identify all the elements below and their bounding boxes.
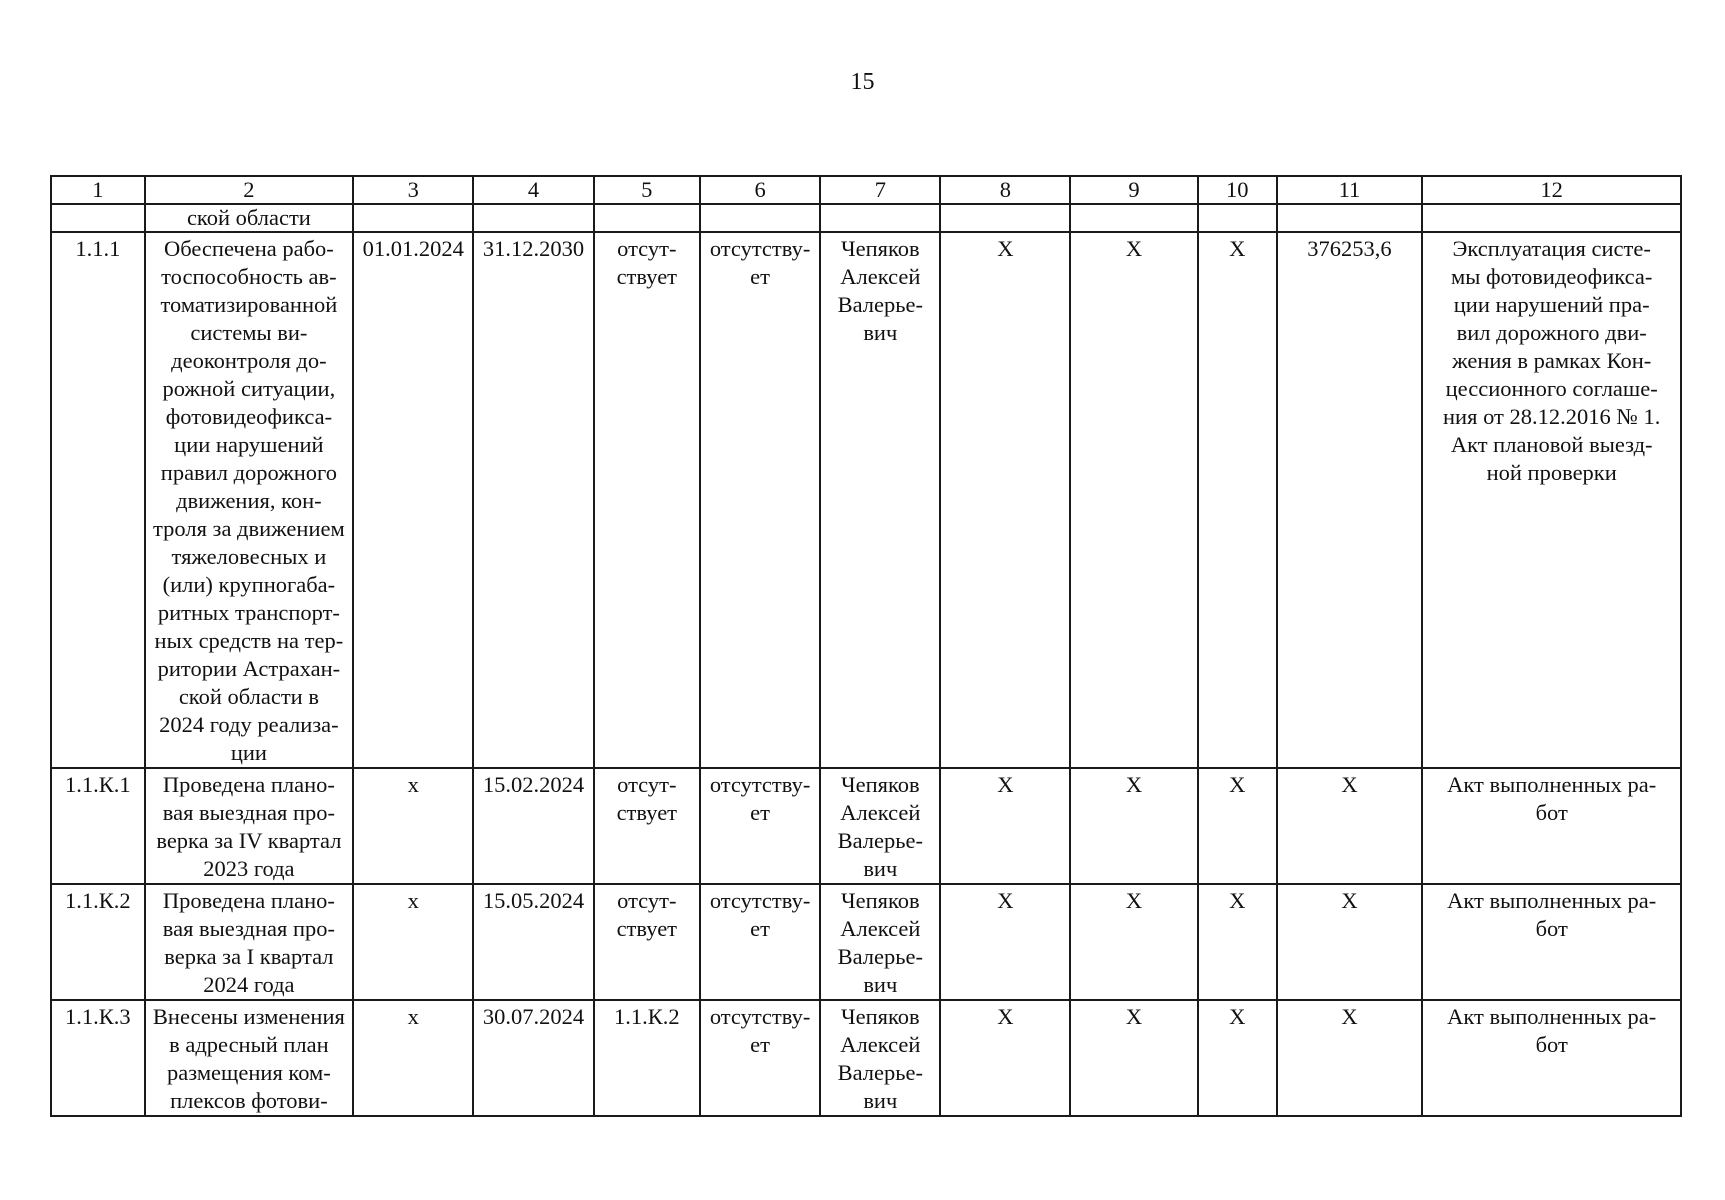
row-col10 bbox=[1198, 1000, 1277, 1116]
row-col8 bbox=[940, 884, 1070, 1000]
row-successor-text: отсутству- ет bbox=[709, 888, 811, 941]
row-end-date bbox=[473, 768, 593, 884]
row-col9 bbox=[1070, 768, 1198, 884]
row-description-text: Обеспечена рабо- тоспособность ав- томатизированной системы ви- деоконтроля до- рожной ситуации, фотовидеофикса- ции нарушений правил дорожного движения, кон- троля за движением тяжеловесных и (или) крупногаба- ритных транспорт- ных средств на тер- ритории Астрахан- ской области в 2024 году реализа- ции bbox=[153, 236, 345, 765]
row-successor-text: отсутству- ет bbox=[709, 772, 811, 825]
row-col8-text: X bbox=[997, 236, 1014, 261]
row-start-date-text: x bbox=[407, 888, 419, 913]
continued-text-row bbox=[51, 204, 1681, 232]
row-description bbox=[145, 1000, 354, 1116]
row-responsible-text: Чепяков Алексей Валерье- вич bbox=[837, 1004, 924, 1113]
row-result-text: Акт выполненных ра- бот bbox=[1447, 1004, 1657, 1057]
row-col11 bbox=[1277, 1000, 1423, 1116]
row-col9 bbox=[1070, 232, 1198, 768]
row-start-date-text: x bbox=[407, 1004, 419, 1029]
row-end-date bbox=[473, 232, 593, 768]
row-col8-text: X bbox=[997, 772, 1014, 797]
row-description bbox=[145, 768, 354, 884]
table-cell bbox=[51, 204, 145, 232]
row-successor-text: отсутству- ет bbox=[709, 1004, 811, 1057]
plan-table bbox=[50, 175, 1682, 1117]
row-col11-text: X bbox=[1341, 772, 1358, 797]
table-cell bbox=[1277, 204, 1423, 232]
row-predecessor bbox=[594, 232, 700, 768]
row-col8-text: X bbox=[997, 888, 1014, 913]
row-predecessor-text: отсут- ствует bbox=[616, 236, 678, 289]
row-col8 bbox=[940, 1000, 1070, 1116]
row-result bbox=[1422, 884, 1681, 1000]
row-col9-text: X bbox=[1125, 236, 1143, 261]
row-successor bbox=[700, 884, 820, 1000]
row-id bbox=[51, 768, 145, 884]
row-col9 bbox=[1070, 1000, 1198, 1116]
column-header: 10 bbox=[1198, 176, 1277, 204]
table-row bbox=[51, 1000, 1681, 1116]
row-responsible bbox=[820, 768, 940, 884]
column-header: 6 bbox=[700, 176, 820, 204]
row-col9-text: X bbox=[1125, 1004, 1143, 1029]
table-cell bbox=[353, 204, 473, 232]
row-col9-text: X bbox=[1125, 888, 1143, 913]
column-header: 11 bbox=[1277, 176, 1423, 204]
table-cell bbox=[1198, 204, 1277, 232]
row-description-text: Проведена плано- вая выездная про- верка за IV квартал 2023 года bbox=[156, 772, 342, 881]
row-result bbox=[1422, 232, 1681, 768]
row-result-text: Акт выполненных ра- бот bbox=[1447, 888, 1657, 941]
row-result bbox=[1422, 1000, 1681, 1116]
column-number-row bbox=[51, 176, 1681, 204]
page-number: 15 bbox=[850, 69, 875, 95]
row-description-text: Внесены изменения в адресный план размещения ком- плексов фотови- bbox=[152, 1004, 345, 1113]
row-col10-text: X bbox=[1229, 888, 1246, 913]
row-end-date bbox=[473, 1000, 593, 1116]
row-description bbox=[145, 232, 354, 768]
row-id bbox=[51, 1000, 145, 1116]
table-cell bbox=[940, 204, 1070, 232]
row-responsible-text: Чепяков Алексей Валерье- вич bbox=[837, 236, 924, 345]
column-header: 8 bbox=[940, 176, 1070, 204]
row-start-date bbox=[353, 884, 473, 1000]
table-row bbox=[51, 884, 1681, 1000]
row-result-text: Акт выполненных ра- бот bbox=[1447, 772, 1657, 825]
row-successor-text: отсутству- ет bbox=[709, 236, 811, 289]
row-col10 bbox=[1198, 884, 1277, 1000]
row-col11 bbox=[1277, 768, 1423, 884]
row-end-date-text: 30.07.2024 bbox=[482, 1004, 585, 1029]
table-cell bbox=[820, 204, 940, 232]
row-result bbox=[1422, 768, 1681, 884]
row-responsible bbox=[820, 884, 940, 1000]
row-start-date bbox=[353, 1000, 473, 1116]
row-id bbox=[51, 884, 145, 1000]
row-responsible bbox=[820, 1000, 940, 1116]
row-id-text: 1.1.К.1 bbox=[64, 772, 131, 797]
table-cell bbox=[594, 204, 700, 232]
row-col10 bbox=[1198, 768, 1277, 884]
row-predecessor bbox=[594, 768, 700, 884]
column-header: 7 bbox=[820, 176, 940, 204]
row-start-date-text: x bbox=[407, 772, 419, 797]
row-col10-text: X bbox=[1229, 772, 1246, 797]
row-end-date-text: 15.02.2024 bbox=[482, 772, 585, 797]
row-end-date-text: 31.12.2030 bbox=[482, 236, 585, 261]
row-description bbox=[145, 884, 354, 1000]
table-cell bbox=[700, 204, 820, 232]
table-cell bbox=[473, 204, 593, 232]
column-header: 9 bbox=[1070, 176, 1198, 204]
row-predecessor-text: 1.1.К.2 bbox=[613, 1004, 680, 1029]
row-id-text: 1.1.К.3 bbox=[64, 1004, 131, 1029]
row-col11 bbox=[1277, 232, 1423, 768]
column-header: 1 bbox=[51, 176, 145, 204]
row-responsible-text: Чепяков Алексей Валерье- вич bbox=[837, 772, 924, 881]
row-col11-text: X bbox=[1341, 888, 1358, 913]
row-col8 bbox=[940, 768, 1070, 884]
row-successor bbox=[700, 1000, 820, 1116]
row-id-text: 1.1.1 bbox=[75, 236, 121, 261]
table-cell bbox=[1422, 204, 1681, 232]
table-row bbox=[51, 232, 1681, 768]
table-row bbox=[51, 768, 1681, 884]
row-responsible bbox=[820, 232, 940, 768]
row-col10-text: X bbox=[1229, 236, 1246, 261]
row-predecessor bbox=[594, 1000, 700, 1116]
row-col8 bbox=[940, 232, 1070, 768]
column-header: 2 bbox=[145, 176, 354, 204]
row-end-date-text: 15.05.2024 bbox=[482, 888, 585, 913]
row-col10 bbox=[1198, 232, 1277, 768]
table-cell bbox=[145, 204, 354, 232]
row-col8-text: X bbox=[997, 1004, 1014, 1029]
column-header: 5 bbox=[594, 176, 700, 204]
row-col10-text: X bbox=[1229, 1004, 1246, 1029]
row-predecessor bbox=[594, 884, 700, 1000]
row-description-text: Проведена плано- вая выездная про- верка за I квартал 2024 года bbox=[162, 888, 336, 997]
row-id bbox=[51, 232, 145, 768]
column-header: 4 bbox=[473, 176, 593, 204]
row-successor bbox=[700, 232, 820, 768]
row-successor bbox=[700, 768, 820, 884]
row-predecessor-text: отсут- ствует bbox=[616, 772, 678, 825]
column-header: 3 bbox=[353, 176, 473, 204]
column-header: 12 bbox=[1422, 176, 1681, 204]
row-col9-text: X bbox=[1125, 772, 1143, 797]
row-start-date-text: 01.01.2024 bbox=[362, 236, 464, 261]
row-col11 bbox=[1277, 884, 1423, 1000]
row-col11-text: X bbox=[1341, 1004, 1358, 1029]
row-start-date bbox=[353, 768, 473, 884]
row-id-text: 1.1.К.2 bbox=[64, 888, 131, 913]
row-responsible-text: Чепяков Алексей Валерье- вич bbox=[837, 888, 924, 997]
table-cell bbox=[1070, 204, 1198, 232]
row-col11-text: 376253,6 bbox=[1307, 236, 1392, 261]
row-predecessor-text: отсут- ствует bbox=[616, 888, 678, 941]
row-start-date bbox=[353, 232, 473, 768]
row-col9 bbox=[1070, 884, 1198, 1000]
continued-description: ской области bbox=[186, 205, 311, 230]
row-end-date bbox=[473, 884, 593, 1000]
row-result-text: Эксплуатация систе- мы фотовидеофикса- ции нарушений пра- вил дорожного дви- жения в рамках Кон- цессионного соглаше- ния от 28.12.2016 № 1. Акт плановой выезд- ной проверки bbox=[1443, 236, 1661, 485]
